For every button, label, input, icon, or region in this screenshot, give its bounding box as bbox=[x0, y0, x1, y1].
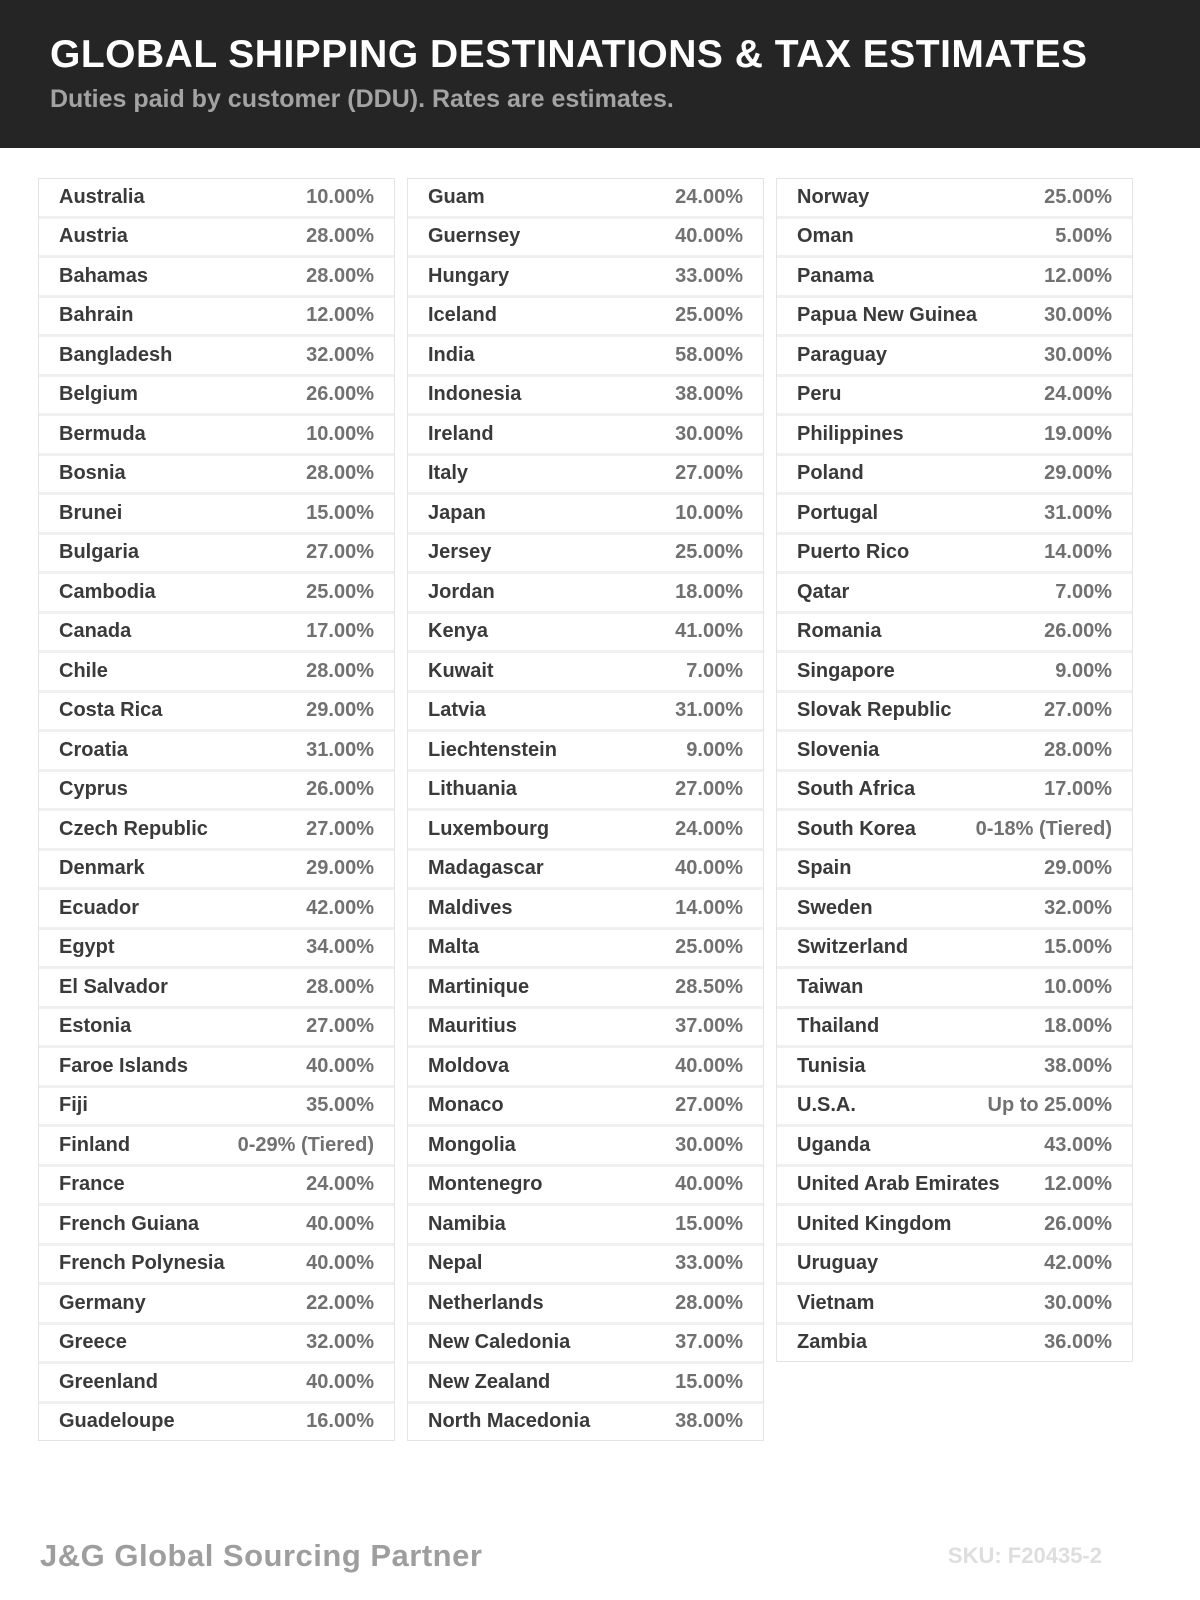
rate-value: 29.00% bbox=[1044, 857, 1112, 880]
rate-value: 17.00% bbox=[306, 620, 374, 643]
country-label: Canada bbox=[59, 620, 132, 643]
rate-value: 25.00% bbox=[1044, 185, 1112, 208]
rate-value: 27.00% bbox=[675, 1094, 743, 1117]
rate-value: 14.00% bbox=[1044, 541, 1112, 564]
country-label: Oman bbox=[797, 225, 854, 248]
rates-table bbox=[38, 178, 1133, 1441]
country-label: Bahrain bbox=[59, 304, 134, 327]
brand-name: J&G Global Sourcing Partner bbox=[40, 1538, 483, 1573]
rate-value: 40.00% bbox=[675, 857, 743, 880]
rate-value: 40.00% bbox=[306, 1054, 374, 1077]
rate-value: 12.00% bbox=[306, 304, 374, 327]
table-row bbox=[39, 969, 394, 1009]
rate-value: 29.00% bbox=[306, 699, 374, 722]
table-row bbox=[408, 1127, 763, 1167]
table-row bbox=[777, 574, 1132, 614]
table-row bbox=[408, 574, 763, 614]
country-label: Indonesia bbox=[428, 383, 522, 406]
country-label: Estonia bbox=[59, 1015, 132, 1038]
table-row bbox=[408, 535, 763, 575]
country-label: Hungary bbox=[428, 264, 510, 287]
table-row bbox=[408, 179, 763, 219]
table-row bbox=[408, 614, 763, 654]
rate-value: 22.00% bbox=[306, 1291, 374, 1314]
rate-value: 31.00% bbox=[675, 699, 743, 722]
rate-value: 5.00% bbox=[1055, 225, 1112, 248]
rate-value: 27.00% bbox=[675, 778, 743, 801]
country-label: Poland bbox=[797, 462, 864, 485]
country-label: Denmark bbox=[59, 857, 145, 880]
rate-value: 24.00% bbox=[675, 185, 743, 208]
rate-value: 31.00% bbox=[1044, 501, 1112, 524]
table-row bbox=[777, 1088, 1132, 1128]
sku-label: SKU: F20435-2 bbox=[947, 1543, 1102, 1568]
table-row bbox=[408, 377, 763, 417]
rate-value: 26.00% bbox=[306, 778, 374, 801]
rate-value: 7.00% bbox=[686, 659, 743, 682]
rate-value: 41.00% bbox=[675, 620, 743, 643]
rate-value: 43.00% bbox=[1044, 1133, 1112, 1156]
country-label: Papua New Guinea bbox=[797, 304, 978, 327]
country-label: United Kingdom bbox=[797, 1212, 952, 1235]
rate-value: 15.00% bbox=[306, 501, 374, 524]
rate-value: 40.00% bbox=[675, 1054, 743, 1077]
table-row bbox=[39, 614, 394, 654]
country-label: Brunei bbox=[59, 501, 123, 524]
country-label: Iceland bbox=[428, 304, 497, 327]
rate-value: 28.00% bbox=[306, 462, 374, 485]
country-label: Martinique bbox=[428, 975, 530, 998]
country-label: Portugal bbox=[797, 501, 879, 524]
rate-value: 29.00% bbox=[1044, 462, 1112, 485]
rate-value: 32.00% bbox=[306, 1331, 374, 1354]
rate-value: 32.00% bbox=[1044, 896, 1112, 919]
rate-value: 28.00% bbox=[675, 1291, 743, 1314]
table-row bbox=[777, 337, 1132, 377]
rate-value: 33.00% bbox=[675, 264, 743, 287]
table-row bbox=[39, 1404, 394, 1441]
table-row bbox=[408, 732, 763, 772]
country-label: Italy bbox=[428, 462, 469, 485]
country-label: Ireland bbox=[428, 422, 494, 445]
rate-value: 27.00% bbox=[306, 1015, 374, 1038]
table-row bbox=[408, 772, 763, 812]
country-label: Bahamas bbox=[59, 264, 148, 287]
rate-value: 16.00% bbox=[306, 1410, 374, 1433]
table-row bbox=[408, 298, 763, 338]
rate-value: 15.00% bbox=[675, 1212, 743, 1235]
table-row bbox=[777, 1206, 1132, 1246]
table-row bbox=[777, 851, 1132, 891]
table-row bbox=[408, 1325, 763, 1365]
country-label: Bosnia bbox=[59, 462, 126, 485]
country-label: Puerto Rico bbox=[797, 541, 910, 564]
rate-value: 26.00% bbox=[306, 383, 374, 406]
country-label: Panama bbox=[797, 264, 874, 287]
rate-value: 30.00% bbox=[1044, 343, 1112, 366]
country-label: Moldova bbox=[428, 1054, 510, 1077]
country-label: Philippines bbox=[797, 422, 904, 445]
country-label: Finland bbox=[59, 1133, 131, 1156]
table-row bbox=[39, 811, 394, 851]
table-row bbox=[777, 1167, 1132, 1207]
table-row bbox=[408, 851, 763, 891]
rate-value: 10.00% bbox=[306, 422, 374, 445]
country-label: Namibia bbox=[428, 1212, 506, 1235]
country-label: Montenegro bbox=[428, 1173, 543, 1196]
table-row bbox=[777, 456, 1132, 496]
table-row bbox=[777, 693, 1132, 733]
table-row bbox=[39, 653, 394, 693]
rate-value: 28.50% bbox=[675, 975, 743, 998]
country-label: Maldives bbox=[428, 896, 513, 919]
rate-value: 29.00% bbox=[306, 857, 374, 880]
country-label: Guadeloupe bbox=[59, 1410, 175, 1433]
country-label: Ecuador bbox=[59, 896, 140, 919]
country-label: North Macedonia bbox=[428, 1410, 591, 1433]
rate-value: 27.00% bbox=[1044, 699, 1112, 722]
rate-value: 32.00% bbox=[306, 343, 374, 366]
rates-column-3 bbox=[776, 178, 1133, 1362]
country-label: Guam bbox=[428, 185, 485, 208]
table-row bbox=[39, 179, 394, 219]
country-label: Qatar bbox=[797, 580, 850, 603]
table-row bbox=[39, 416, 394, 456]
country-label: Monaco bbox=[428, 1094, 504, 1117]
country-label: Luxembourg bbox=[428, 817, 550, 840]
country-label: Egypt bbox=[59, 936, 115, 959]
rate-value: 30.00% bbox=[1044, 304, 1112, 327]
rate-value: 12.00% bbox=[1044, 1173, 1112, 1196]
table-row bbox=[777, 1009, 1132, 1049]
table-row bbox=[777, 179, 1132, 219]
table-row bbox=[408, 930, 763, 970]
table-row bbox=[39, 337, 394, 377]
table-row bbox=[408, 890, 763, 930]
table-row bbox=[39, 1167, 394, 1207]
country-label: New Zealand bbox=[428, 1370, 551, 1393]
table-row bbox=[39, 1364, 394, 1404]
table-row bbox=[39, 574, 394, 614]
rate-value: 26.00% bbox=[1044, 1212, 1112, 1235]
rate-value: 28.00% bbox=[1044, 738, 1112, 761]
country-label: Belgium bbox=[59, 383, 138, 406]
rate-value: 28.00% bbox=[306, 659, 374, 682]
table-row bbox=[408, 1009, 763, 1049]
rate-value: 27.00% bbox=[306, 817, 374, 840]
table-row bbox=[408, 1167, 763, 1207]
table-row bbox=[777, 377, 1132, 417]
rate-value: 25.00% bbox=[306, 580, 374, 603]
rate-value: 35.00% bbox=[306, 1094, 374, 1117]
country-label: Norway bbox=[797, 185, 870, 208]
rate-value: 25.00% bbox=[675, 936, 743, 959]
table-row bbox=[408, 1206, 763, 1246]
table-row bbox=[408, 258, 763, 298]
rate-value: 42.00% bbox=[306, 896, 374, 919]
table-row bbox=[777, 535, 1132, 575]
country-label: Slovenia bbox=[797, 738, 880, 761]
rate-value: 14.00% bbox=[675, 896, 743, 919]
table-row bbox=[39, 1285, 394, 1325]
table-row bbox=[777, 653, 1132, 693]
table-row bbox=[777, 732, 1132, 772]
table-row bbox=[39, 772, 394, 812]
table-row bbox=[408, 1088, 763, 1128]
table-row bbox=[408, 1285, 763, 1325]
rate-value: 9.00% bbox=[1055, 659, 1112, 682]
rate-value: 31.00% bbox=[306, 738, 374, 761]
rates-column-2 bbox=[407, 178, 764, 1441]
rate-value: 33.00% bbox=[675, 1252, 743, 1275]
country-label: Greenland bbox=[59, 1370, 158, 1393]
table-row bbox=[39, 851, 394, 891]
rate-value: 18.00% bbox=[675, 580, 743, 603]
table-row bbox=[408, 969, 763, 1009]
rate-value: 10.00% bbox=[675, 501, 743, 524]
table-row bbox=[777, 811, 1132, 851]
rate-value: 15.00% bbox=[675, 1370, 743, 1393]
table-row bbox=[408, 693, 763, 733]
rate-value: 30.00% bbox=[675, 422, 743, 445]
country-label: El Salvador bbox=[59, 975, 168, 998]
country-label: Uruguay bbox=[797, 1252, 879, 1275]
page-title: GLOBAL SHIPPING DESTINATIONS & TAX ESTIMATES bbox=[50, 32, 1088, 76]
table-row bbox=[777, 1325, 1132, 1362]
rate-value: 40.00% bbox=[306, 1370, 374, 1393]
country-label: Slovak Republic bbox=[797, 699, 952, 722]
country-label: French Guiana bbox=[59, 1212, 200, 1235]
table-row bbox=[39, 495, 394, 535]
table-row bbox=[39, 1009, 394, 1049]
table-row bbox=[408, 1404, 763, 1441]
rate-value: 15.00% bbox=[1044, 936, 1112, 959]
country-label: Kenya bbox=[428, 620, 489, 643]
rate-value: 24.00% bbox=[675, 817, 743, 840]
country-label: Peru bbox=[797, 383, 842, 406]
table-row bbox=[777, 1127, 1132, 1167]
country-label: Sweden bbox=[797, 896, 873, 919]
rate-value: 40.00% bbox=[306, 1252, 374, 1275]
country-label: Kuwait bbox=[428, 659, 494, 682]
country-label: Mauritius bbox=[428, 1015, 517, 1038]
country-label: Greece bbox=[59, 1331, 127, 1354]
rate-value: 38.00% bbox=[675, 1410, 743, 1433]
country-label: Japan bbox=[428, 501, 486, 524]
country-label: Jersey bbox=[428, 541, 492, 564]
rate-value: 24.00% bbox=[306, 1173, 374, 1196]
table-row bbox=[777, 930, 1132, 970]
table-row bbox=[777, 219, 1132, 259]
table-row bbox=[39, 298, 394, 338]
country-label: French Polynesia bbox=[59, 1252, 225, 1275]
country-label: France bbox=[59, 1173, 125, 1196]
table-row bbox=[408, 811, 763, 851]
country-label: Liechtenstein bbox=[428, 738, 557, 761]
table-row bbox=[408, 1364, 763, 1404]
rate-value: 25.00% bbox=[675, 304, 743, 327]
table-row bbox=[408, 1246, 763, 1286]
country-label: Paraguay bbox=[797, 343, 888, 366]
rate-value: 58.00% bbox=[675, 343, 743, 366]
table-row bbox=[408, 495, 763, 535]
rate-value: 40.00% bbox=[675, 225, 743, 248]
rate-value: 12.00% bbox=[1044, 264, 1112, 287]
table-row bbox=[777, 890, 1132, 930]
country-label: Thailand bbox=[797, 1015, 880, 1038]
table-row bbox=[408, 416, 763, 456]
table-row bbox=[777, 298, 1132, 338]
country-label: Croatia bbox=[59, 738, 128, 761]
country-label: Costa Rica bbox=[59, 699, 163, 722]
country-label: Faroe Islands bbox=[59, 1054, 188, 1077]
country-label: Uganda bbox=[797, 1133, 871, 1156]
rate-value: 28.00% bbox=[306, 975, 374, 998]
rate-value: 18.00% bbox=[1044, 1015, 1112, 1038]
country-label: Zambia bbox=[797, 1331, 868, 1354]
table-row bbox=[408, 1048, 763, 1088]
country-label: Chile bbox=[59, 659, 108, 682]
table-row bbox=[408, 456, 763, 496]
country-label: Cyprus bbox=[59, 778, 128, 801]
table-row bbox=[777, 495, 1132, 535]
table-row bbox=[39, 1127, 394, 1167]
table-row bbox=[39, 693, 394, 733]
rate-value: 25.00% bbox=[675, 541, 743, 564]
country-label: South Korea bbox=[797, 817, 916, 840]
table-row bbox=[777, 614, 1132, 654]
country-label: Bermuda bbox=[59, 422, 146, 445]
page-header bbox=[0, 0, 1200, 148]
rate-value: 38.00% bbox=[1044, 1054, 1112, 1077]
rate-value: 17.00% bbox=[1044, 778, 1112, 801]
country-label: Romania bbox=[797, 620, 882, 643]
table-row bbox=[39, 535, 394, 575]
country-label: Guernsey bbox=[428, 225, 521, 248]
rate-value: 40.00% bbox=[675, 1173, 743, 1196]
country-label: Czech Republic bbox=[59, 817, 208, 840]
rate-value: Up to 25.00% bbox=[987, 1094, 1112, 1117]
rate-value: 30.00% bbox=[675, 1133, 743, 1156]
table-row bbox=[777, 969, 1132, 1009]
country-label: South Africa bbox=[797, 778, 916, 801]
rate-value: 10.00% bbox=[306, 185, 374, 208]
rate-value: 38.00% bbox=[675, 383, 743, 406]
country-label: Nepal bbox=[428, 1252, 483, 1275]
rate-value: 0-18% (Tiered) bbox=[975, 817, 1112, 840]
rate-value: 19.00% bbox=[1044, 422, 1112, 445]
country-label: Tunisia bbox=[797, 1054, 866, 1077]
country-label: Switzerland bbox=[797, 936, 909, 959]
country-label: Cambodia bbox=[59, 580, 156, 603]
rate-value: 42.00% bbox=[1044, 1252, 1112, 1275]
table-row bbox=[777, 416, 1132, 456]
table-row bbox=[39, 1246, 394, 1286]
table-row bbox=[39, 258, 394, 298]
rates-column-1 bbox=[38, 178, 395, 1441]
country-label: Bangladesh bbox=[59, 343, 173, 366]
country-label: Spain bbox=[797, 857, 852, 880]
country-label: Madagascar bbox=[428, 857, 544, 880]
country-label: India bbox=[428, 343, 475, 366]
table-row bbox=[408, 337, 763, 377]
table-row bbox=[39, 219, 394, 259]
table-row bbox=[777, 772, 1132, 812]
table-row bbox=[777, 1285, 1132, 1325]
country-label: Singapore bbox=[797, 659, 895, 682]
rate-value: 0-29% (Tiered) bbox=[237, 1133, 374, 1156]
rate-value: 34.00% bbox=[306, 936, 374, 959]
rate-value: 37.00% bbox=[675, 1015, 743, 1038]
country-label: Mongolia bbox=[428, 1133, 516, 1156]
rate-value: 27.00% bbox=[306, 541, 374, 564]
rate-value: 28.00% bbox=[306, 225, 374, 248]
country-label: Taiwan bbox=[797, 975, 864, 998]
rate-value: 40.00% bbox=[306, 1212, 374, 1235]
country-label: Australia bbox=[59, 185, 145, 208]
rate-value: 10.00% bbox=[1044, 975, 1112, 998]
rate-value: 24.00% bbox=[1044, 383, 1112, 406]
table-row bbox=[39, 1088, 394, 1128]
country-label: Fiji bbox=[59, 1094, 88, 1117]
table-row bbox=[39, 890, 394, 930]
country-label: Germany bbox=[59, 1291, 146, 1314]
page-subtitle: Duties paid by customer (DDU). Rates are estimates. bbox=[50, 85, 674, 114]
country-label: Bulgaria bbox=[59, 541, 140, 564]
country-label: Jordan bbox=[428, 580, 495, 603]
table-row bbox=[777, 1246, 1132, 1286]
country-label: New Caledonia bbox=[428, 1331, 571, 1354]
rate-value: 30.00% bbox=[1044, 1291, 1112, 1314]
country-label: Latvia bbox=[428, 699, 486, 722]
table-row bbox=[39, 930, 394, 970]
rate-value: 7.00% bbox=[1055, 580, 1112, 603]
country-label: Austria bbox=[59, 225, 128, 248]
table-row bbox=[39, 1206, 394, 1246]
table-row bbox=[777, 258, 1132, 298]
table-row bbox=[39, 377, 394, 417]
rate-value: 9.00% bbox=[686, 738, 743, 761]
table-row bbox=[408, 219, 763, 259]
rate-value: 27.00% bbox=[675, 462, 743, 485]
country-label: Malta bbox=[428, 936, 480, 959]
country-label: U.S.A. bbox=[797, 1094, 856, 1117]
country-label: Lithuania bbox=[428, 778, 517, 801]
page-footer bbox=[40, 1538, 1102, 1574]
table-row bbox=[777, 1048, 1132, 1088]
table-row bbox=[39, 1325, 394, 1365]
country-label: United Arab Emirates bbox=[797, 1173, 1000, 1196]
rate-value: 37.00% bbox=[675, 1331, 743, 1354]
table-row bbox=[39, 456, 394, 496]
table-row bbox=[39, 1048, 394, 1088]
country-label: Netherlands bbox=[428, 1291, 544, 1314]
rate-value: 26.00% bbox=[1044, 620, 1112, 643]
rate-value: 28.00% bbox=[306, 264, 374, 287]
country-label: Vietnam bbox=[797, 1291, 875, 1314]
rate-value: 36.00% bbox=[1044, 1331, 1112, 1354]
table-row bbox=[39, 732, 394, 772]
table-row bbox=[408, 653, 763, 693]
